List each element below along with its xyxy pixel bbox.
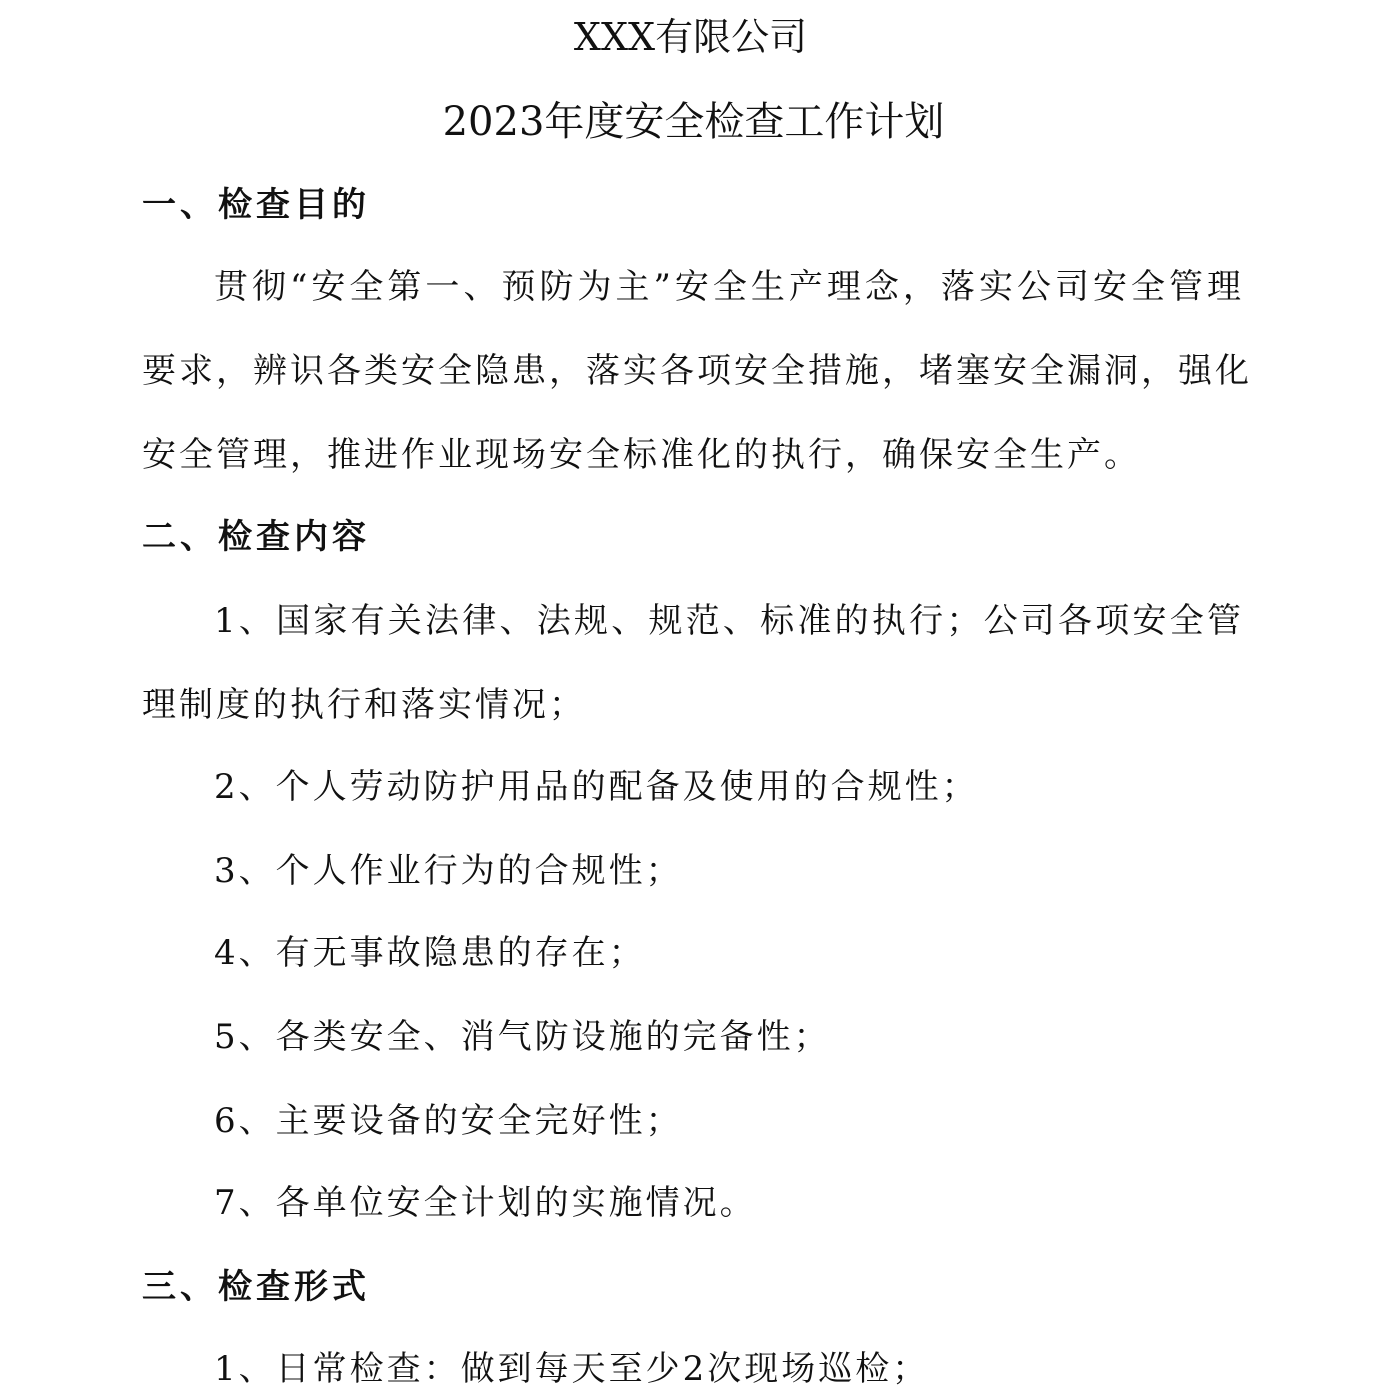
section-3-item-1: 1、日常检查：做到每天至少2次现场巡检；	[214, 1349, 930, 1389]
section-1-paragraph-line-1: 贯彻“安全第一、预防为主”安全生产理念，落实公司安全管理	[214, 267, 1244, 307]
document-title: 2023年度安全检查工作计划	[442, 99, 945, 145]
section-2-item-3: 3、个人作业行为的合规性；	[214, 851, 683, 891]
section-2-item-1: 1、国家有关法律、法规、规范、标准的执行；公司各项安全管	[214, 601, 1244, 641]
section-2-item-2: 2、个人劳动防护用品的配备及使用的合规性；	[214, 767, 979, 807]
section-1-paragraph-line-2: 要求，辨识各类安全隐患，落实各项安全措施，堵塞安全漏洞，强化	[142, 351, 1252, 391]
section-2-item-7: 7、各单位安全计划的实施情况。	[214, 1183, 757, 1223]
section-2-item-5: 5、各类安全、消气防设施的完备性；	[214, 1017, 831, 1057]
section-2-heading: 二、检查内容	[142, 517, 370, 557]
company-name: XXX有限公司	[573, 15, 808, 59]
section-3-heading: 三、检查形式	[142, 1267, 370, 1307]
section-1-heading: 一、检查目的	[142, 185, 370, 225]
section-2-item-4: 4、有无事故隐患的存在；	[214, 933, 646, 973]
section-2-item-1-continued: 理制度的执行和落实情况；	[142, 685, 586, 725]
section-1-paragraph-line-3: 安全管理，推进作业现场安全标准化的执行，确保安全生产。	[142, 435, 1141, 475]
section-2-item-6: 6、主要设备的安全完好性；	[214, 1101, 683, 1141]
